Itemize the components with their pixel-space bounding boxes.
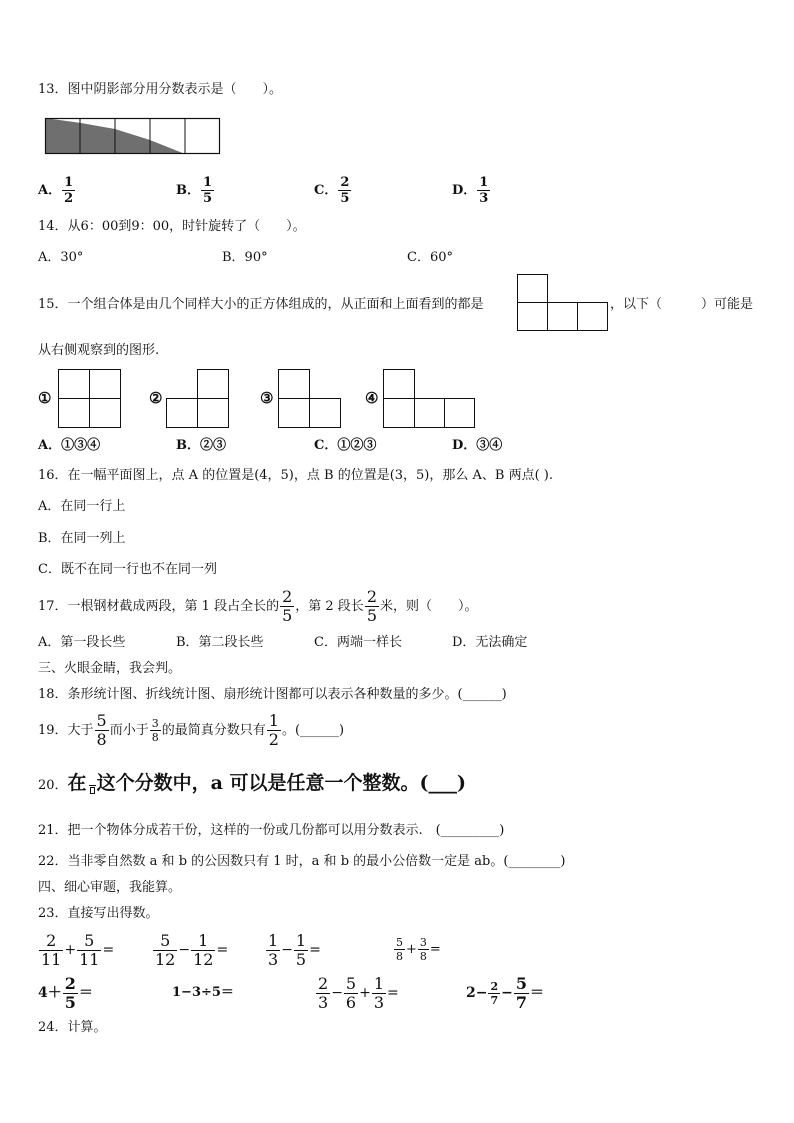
q17-option-d[interactable]: D．无法确定 [452,635,528,650]
q13-figure [45,118,225,158]
q14-option-c[interactable]: C．60° [407,250,453,265]
calc-r1c4: $\frac{5}{8}$ + $\frac{3}{8}$ = [396,936,441,963]
q22-text: 22．当非零自然数 a 和 b 的公因数只有 1 时，a 和 b 的最小公倍数一定是 ab。(________) [38,854,566,869]
q13-option-d[interactable]: D． $\frac{1}{3}$ [452,175,489,206]
section-4-heading: 四、细心审题，我能算。 [38,880,182,895]
q19-text: 19．大于 $\frac{5}{8}$ 而小于 $\frac{3}{8}$ 的最简真分数只有 $\frac{1}{2}$ 。(______) [38,711,345,749]
calc-r2c2: 1−3÷5＝ [172,985,234,1000]
q13-text: 13．图中阴影部分用分数表示是（ ）。 [38,82,283,97]
q15-figure-4 [383,369,477,429]
q16-option-b[interactable]: B．在同一列上 [38,531,126,546]
calc-r1c2: $\frac{5}{12}$ − $\frac{1}{12}$ = [155,930,229,969]
q17-option-c[interactable]: C．两端一样长 [314,635,402,650]
q23-text: 23．直接写出得数。 [38,906,159,921]
q17-option-a[interactable]: A．第一段长些 [38,635,126,650]
section-3-heading: 三、火眼金睛，我会判。 [38,661,182,676]
q19-fraction-2: $\frac{3}{8}$ [151,717,159,744]
q15-figure-1 [58,369,122,429]
q15-fig3-label: ③ [260,389,274,407]
q15-option-d[interactable]: D．③④ [452,438,503,453]
q13-option-b[interactable]: B． $\frac{1}{5}$ [176,175,213,206]
q15-figure-3 [278,369,342,429]
calc-r2c4: 2− $\frac{2}{7}$ − $\frac{5}{7}$ ＝ [466,973,545,1012]
q18-text: 18．条形统计图、折线统计图、扇形统计图都可以表示各种数量的多少。(______) [38,687,507,702]
calc-r1c3: $\frac{1}{3}$ − $\frac{1}{5}$ = [268,930,321,969]
calc-r2c1: 4＋ $\frac{2}{5}$ ＝ [38,973,93,1012]
q16-option-a[interactable]: A．在同一行上 [38,499,126,514]
q15-fig1-label: ① [38,389,52,407]
q13-option-c[interactable]: C． $\frac{2}{5}$ [314,175,350,206]
q17-option-b[interactable]: B．第二段长些 [176,635,264,650]
calc-r1c1: $\frac{2}{11}$ + $\frac{5}{11}$ = [41,930,115,969]
q15-fig4-label: ④ [365,389,379,407]
q15-text-line2: 从右侧观察到的图形. [38,343,160,358]
q15-figure-2 [166,369,230,429]
q16-option-c[interactable]: C．既不在同一行也不在同一列 [38,562,217,577]
q15-option-c[interactable]: C．①②③ [314,438,377,453]
q20-fraction-glyph [87,777,97,795]
q15-option-b[interactable]: B．②③ [176,438,226,453]
q17-text: 17．一根钢材截成两段，第 1 段占全长的 $\frac{2}{5}$ ，第 2 段长 $\frac{2}{5}$ 米，则（ ）。 [38,587,478,625]
q24-text: 24．计算。 [38,1020,107,1035]
q15-fig2-label: ② [149,389,163,407]
q21-text: 21．把一个物体分成若干份，这样的一份或几份都可以用分数表示. (_________) [38,823,505,838]
q16-text: 16．在一幅平面图上，点 A 的位置是(4，5)，点 B 的位置是(3，5)，那么 A、B 两点( ). [38,468,553,483]
q19-fraction-3: $\frac{1}{2}$ [268,711,279,749]
q19-fraction-1: $\frac{5}{8}$ [96,711,107,749]
q14-option-a[interactable]: A．30° [38,250,84,265]
q15-view-figure [517,274,609,332]
q17-fraction-1: $\frac{2}{5}$ [282,587,293,625]
q13-option-a[interactable]: A． $\frac{1}{2}$ [38,175,74,206]
q17-fraction-2: $\frac{2}{5}$ [366,587,377,625]
q20-text: 20．在 这个分数中，a 可以是任意一个整数。(___) [38,772,466,794]
q15-text-after: ，以下（ ）可能是 [610,297,754,312]
calc-r2c3: $\frac{2}{3}$ − $\frac{5}{6}$ + $\frac{1}{3}$ = [318,973,399,1012]
q14-text: 14．从6：00到9：00，时针旋转了（ ）。 [38,219,306,234]
q14-option-b[interactable]: B．90° [222,250,268,265]
q15-text: 15．一个组合体是由几个同样大小的正方体组成的，从正面和上面看到的都是 [38,297,484,312]
q15-option-a[interactable]: A．①③④ [38,438,101,453]
